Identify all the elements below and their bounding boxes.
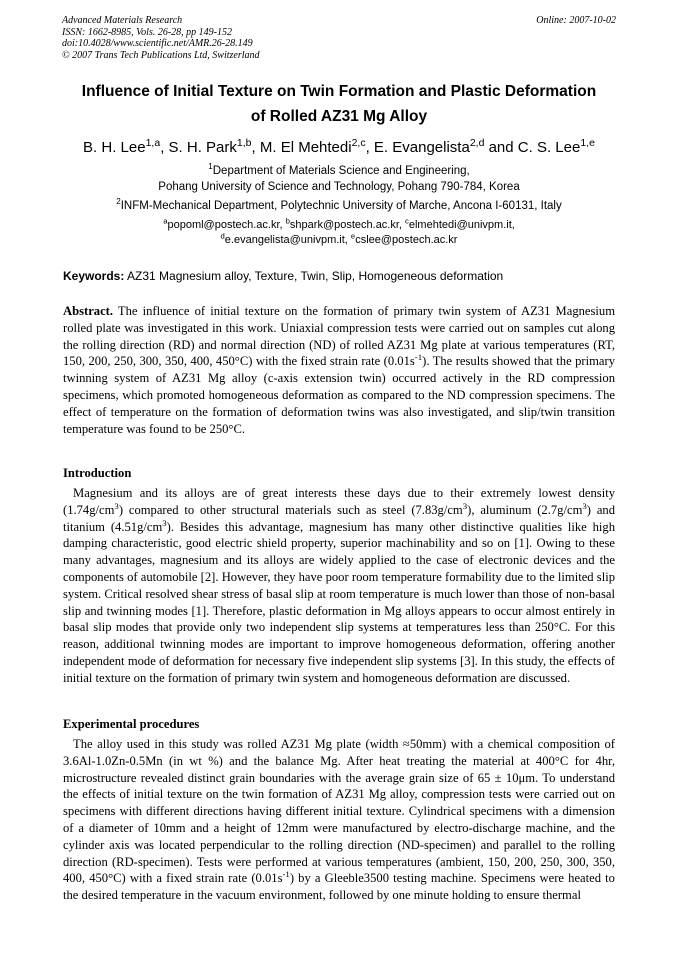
- author-affiliation-mark: 2,c: [351, 137, 366, 149]
- author-separator: and: [484, 139, 518, 156]
- abstract-text: The influence of initial texture on the formation of primary twin system of AZ31 Magnesium rolled plate was investigated in this work. Uniaxial compression tests were carried out on samples cut along the rolling direction (RD) and normal direction (ND) of rolled AZ31 Mg plate at various temperatures (RT, 150, 200, 250, 300, 350, 400, 450°C) with the fixed strain rate (0.01s: [63, 304, 615, 369]
- keywords: [63, 268, 615, 284]
- affiliation-text: INFM-Mechanical Department, Polytechnic University of Marche, Ancona I-60131, Italy: [120, 200, 562, 212]
- email-link[interactable]: cslee@postech.ac.kr: [355, 234, 458, 246]
- title-line-1: Influence of Initial Texture on Twin Formation and Plastic Deformation: [81, 83, 597, 100]
- author-name: B. H. Lee: [83, 139, 146, 156]
- introduction-heading: Introduction: [63, 466, 132, 480]
- keywords-label: Keywords:: [63, 269, 125, 283]
- superscript: 3: [162, 517, 167, 528]
- email-link[interactable]: shpark@postech.ac.kr,: [289, 219, 406, 231]
- email-link[interactable]: elmehtedi@univpm.it,: [408, 219, 515, 231]
- author-separator: ,: [160, 139, 169, 156]
- experimental-heading: Experimental procedures: [63, 717, 200, 731]
- email-mark: e: [350, 231, 356, 241]
- superscript: 3: [462, 500, 468, 511]
- paragraph-text: The alloy used in this study was rolled AZ31 Mg plate (width ≈50mm) with a chemical composition of 3.6Al-1.0Zn-0.5Mn (in wt %) and the balance Mg. After heat treating the material at 400°C for 4hr, microstructure revealed distinct grain boundaries with the average grain size of 65 ± 10μm. To understand the effects of initial texture on the twin formation of AZ31 Mg alloy, compression tests were carried out on specimens with different directions having different initial texture. Cylindrical specimens with a dimension of a diameter of 10mm and a height of 12mm were manufactured by electro-discharge machine, and the cylinder axis was located perpendicular to the rolling direction (ND-specimen) and parallel to the rolling direction (RD-specimen). Tests were performed at various temperatures (ambient, 150, 200, 250, 300, 350, 400, 450°C) with a fixed strain rate (0.01s: [63, 737, 615, 886]
- paragraph-text: Magnesium and its alloys are of great interests these days due to their extremely lowest density (1.74g/cm: [63, 486, 615, 517]
- affiliation-university: Pohang University of Science and Technology, Pohang 790-784, Korea: [158, 181, 520, 193]
- experimental-paragraph: [63, 736, 615, 904]
- author-affiliation-mark: 1,b: [236, 137, 252, 149]
- author-name: E. Evangelista: [373, 139, 470, 156]
- affiliation-2: [40, 198, 638, 214]
- paper-title: [40, 79, 638, 129]
- paragraph-text: ) by a Gleeble3500 testing machine. Specimens were heated to the desired temperature in the vacuum environment, followed by one minute holding to ensure thermal: [63, 871, 615, 903]
- copyright-line: © 2007 Trans Tech Publications Ltd, Switzerland: [62, 49, 260, 61]
- abstract-paragraph: [63, 303, 615, 437]
- keywords-text: AZ31 Magnesium alloy, Texture, Twin, Slip, Homogeneous deformation: [124, 269, 504, 283]
- abstract-text: ). The results showed that the primary twinning system of AZ31 Mg alloy (c-axis extension twin) occurred actively in the RD compression specimens, which promoted homogeneous deformation as compared to the ND compression specimens. The effect of temperature on the formation of deformation twins was also investigated, and slip/twin transition temperature was found to be 250°C.: [63, 354, 615, 436]
- author-separator: ,: [365, 139, 374, 156]
- doi-line: doi:10.4028/www.scientific.net/AMR.26-28.149: [62, 38, 253, 49]
- affiliation-dept: Department of Materials Science and Engineering,: [212, 165, 470, 177]
- paragraph-text: ), aluminum (2.7g/cm: [467, 502, 583, 517]
- email-link[interactable]: e.evangelista@univpm.it,: [224, 234, 351, 246]
- email-mark: a: [163, 216, 168, 226]
- email-mark: d: [220, 231, 225, 241]
- paragraph-text: ). Besides this advantage, magnesium has many other distinctive qualities like high damping characteristic, good electric shield property, superior machinability and so on [1]. Owing to these many advantages, magnesium and its alloys are widely applied to the case of electronic devices and the components of automobile [2]. However, they have poor room temperature formability due to the limited slip system. Critical resolved shear stress of basal slip at room temperature is much lower than those of non-basal slip and twinning modes [1]. Therefore, plastic deformation in Mg alloys appears to occur almost entirely in basal slip modes that provide only two independent slip systems at temperatures less than 250°C. For this reason, additional twinning modes are important to improve homogeneous deformation, offering another independent mode of deformation for necessary five independent slip systems [3]. In this study, the effects of initial texture on the formation of primary twin system and homogeneous deformation are discussed.: [63, 519, 616, 685]
- author-list: [30, 138, 648, 158]
- abstract-label: Abstract.: [63, 304, 114, 318]
- author-separator: ,: [251, 139, 260, 156]
- online-date: Online: 2007-10-02: [536, 15, 616, 26]
- issn-line: ISSN: 1662-8985, Vols. 26-28, pp 149-152: [62, 26, 232, 38]
- affiliation-1: [40, 163, 638, 195]
- introduction-paragraph: [63, 485, 615, 687]
- author-affiliation-mark: 1,e: [580, 137, 595, 149]
- paragraph-text: ) compared to other structural materials such as steel (7.83g/cm: [118, 502, 463, 517]
- author-emails: [40, 218, 638, 248]
- superscript: -1: [282, 869, 290, 880]
- author-name: C. S. Lee: [517, 139, 581, 156]
- paragraph-text: ) and titanium (4.51g/cm: [63, 502, 616, 534]
- journal-header: [62, 15, 616, 61]
- author-name: M. El Mehtedi: [259, 139, 352, 156]
- author-name: S. H. Park: [168, 139, 237, 156]
- affiliation-mark: 1: [208, 162, 213, 172]
- affiliation-mark: 2: [116, 197, 121, 207]
- email-mark: b: [285, 216, 290, 226]
- superscript: 3: [582, 500, 587, 511]
- superscript: 3: [114, 500, 119, 511]
- email-link[interactable]: popoml@postech.ac.kr,: [167, 219, 286, 231]
- email-mark: c: [405, 216, 409, 226]
- author-affiliation-mark: 2,d: [469, 137, 485, 149]
- abstract-superscript: -1: [414, 352, 423, 363]
- journal-name: Advanced Materials Research: [62, 15, 183, 26]
- title-line-2: of Rolled AZ31 Mg Alloy: [250, 108, 428, 125]
- author-affiliation-mark: 1,a: [145, 137, 161, 149]
